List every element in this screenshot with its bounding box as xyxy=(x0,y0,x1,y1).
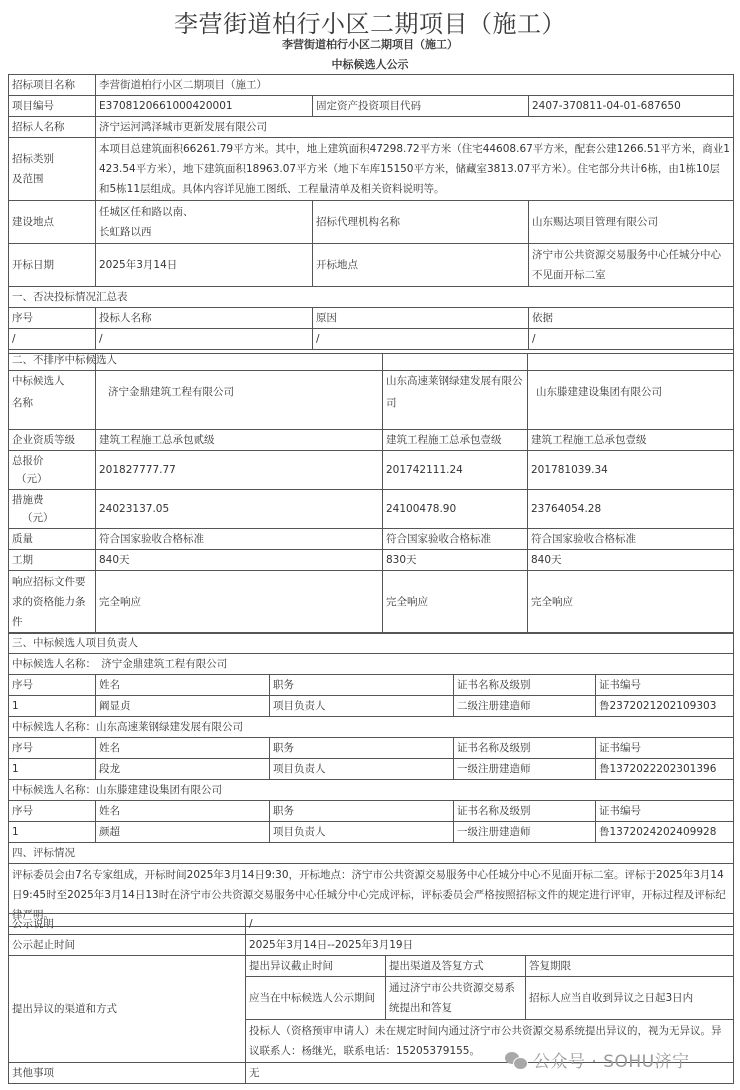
objection-label: 提出异议的渠道和方式 xyxy=(9,956,246,1063)
table-row xyxy=(9,956,734,977)
response: 完全响应 xyxy=(383,571,528,634)
table-row xyxy=(9,244,734,287)
objection-header: 提出异议截止时间 xyxy=(246,956,386,977)
cell: 阚显贞 xyxy=(96,696,270,717)
candidate-name: 山东高速莱钢绿建发展有限公司 xyxy=(383,354,528,430)
other-value: 无 xyxy=(246,1063,734,1084)
period: 830天 xyxy=(383,550,528,571)
table-header-row xyxy=(9,675,734,696)
section3-title: 三、中标候选人项目负责人 xyxy=(9,633,734,654)
notice-desc: / xyxy=(246,914,734,935)
notice-type: 中标候选人公示 xyxy=(331,58,409,71)
measure-fee: 23764054.28 xyxy=(528,490,734,529)
col-header: 职务 xyxy=(270,675,454,696)
section-header-row xyxy=(9,287,734,308)
candidates-table xyxy=(8,353,734,634)
measure-label-line1: 措施费 xyxy=(12,494,44,506)
group-label-row xyxy=(9,654,734,675)
col-header: 投标人名称 xyxy=(96,308,313,329)
col-header: 序号 xyxy=(9,308,96,329)
col-header: 原因 xyxy=(313,308,529,329)
table-row xyxy=(9,117,734,138)
cell: / xyxy=(9,329,96,350)
quality: 符合国家验收合格标准 xyxy=(96,529,383,550)
cell: 一级注册建造师 xyxy=(454,822,596,843)
table-row xyxy=(9,96,734,117)
price: 201827777.77 xyxy=(96,451,383,490)
tenderer-label: 招标人名称 xyxy=(9,117,96,138)
response: 完全响应 xyxy=(96,571,383,634)
project-no-label: 项目编号 xyxy=(9,96,96,117)
table-header-row xyxy=(9,308,734,329)
cell: 1 xyxy=(9,696,96,717)
location-line2: 长虹路以西 xyxy=(99,226,152,238)
scope-label xyxy=(9,138,96,201)
cell: 鲁1372024202409928 xyxy=(596,822,734,843)
table-row xyxy=(9,550,734,571)
price: 201742111.24 xyxy=(383,451,528,490)
period: 840天 xyxy=(528,550,734,571)
notice-desc-label: 公示说明 xyxy=(9,914,246,935)
price-label-line1: 总报价 xyxy=(12,455,44,467)
table-row xyxy=(9,696,734,717)
table-row xyxy=(9,138,734,201)
cell: 段龙 xyxy=(96,759,270,780)
candidate-group-label: 中标候选人名称：山东高速莱钢绿建发展有限公司 xyxy=(9,717,734,738)
table-row xyxy=(9,430,734,451)
objection-deadline: 应当在中标候选人公示期间 xyxy=(246,977,386,1020)
candidate-group-label: 中标候选人名称： 济宁金鼎建筑工程有限公司 xyxy=(9,654,734,675)
col-header: 序号 xyxy=(9,801,96,822)
tenderer: 济宁运河鸿泽城市更新发展有限公司 xyxy=(96,117,734,138)
other-label: 其他事项 xyxy=(9,1063,246,1084)
qualification: 建筑工程施工总承包贰级 xyxy=(96,430,383,451)
objection-reply-limit: 招标人应当自收到异议之日起3日内 xyxy=(526,977,734,1020)
col-header: 证书名称及级别 xyxy=(454,801,596,822)
candidate-name-label xyxy=(9,354,96,430)
candidate-name-label-line1: 中标候选人 xyxy=(12,374,65,387)
col-header: 证书编号 xyxy=(596,738,734,759)
table-row xyxy=(9,354,734,430)
col-header: 依据 xyxy=(529,308,734,329)
measure-fee-label xyxy=(9,490,96,529)
response: 完全响应 xyxy=(528,571,734,634)
cell: 1 xyxy=(9,759,96,780)
scope-text: 本项目总建筑面积66261.79平方米。其中，地上建筑面积47298.72平方米（住宅44608.67平方米，配套公建1266.51平方米，商业1423.54平方米），地下建筑面积18963.07平方米（地下车库15150平方米，储藏室3813.07平方米）。住宅部分共计6栋，由1栋10层和5栋11层组成。具体内容详见施工图纸、工程量清单及相关资料说明等。 xyxy=(96,138,734,201)
fixed-asset-code-label: 固定资产投资项目代码 xyxy=(313,96,529,117)
open-date: 2025年3月14日 xyxy=(96,244,313,287)
table-row xyxy=(9,451,734,490)
page-subtitle: 李营街道柏行小区二期项目（施工） xyxy=(282,38,458,51)
section-header-row xyxy=(9,843,734,864)
cell: 鲁1372022202301396 xyxy=(596,759,734,780)
evaluation-text: 评标委员会由7名专家组成，开标时间2025年3月14日9:30，开标地点：济宁市公共资源交易服务中心任城分中心不见面开标二室。评标于2025年3月14日9:45时至2025年3月14日13时在济宁市公共资源交易服务中心任城分中心完成评标，评标委员会严格按照招标文件的规定进行评审，开标过程及评标纪律严明。 xyxy=(9,864,734,927)
project-managers-table xyxy=(8,632,734,927)
open-date-label: 开标日期 xyxy=(9,244,96,287)
objection-header: 答复期限 xyxy=(526,956,734,977)
section1-title: 一、否决投标情况汇总表 xyxy=(9,287,734,308)
col-header: 序号 xyxy=(9,675,96,696)
cell: 1 xyxy=(9,822,96,843)
period-label: 工期 xyxy=(9,550,96,571)
measure-label-line2: （元） xyxy=(22,512,54,524)
table-header-row xyxy=(9,738,734,759)
location xyxy=(96,201,313,244)
table-row xyxy=(9,490,734,529)
quality-label: 质量 xyxy=(9,529,96,550)
section4-title: 四、评标情况 xyxy=(9,843,734,864)
section-header-row xyxy=(9,633,734,654)
notice-period: 2025年3月14日--2025年3月19日 xyxy=(246,935,734,956)
cell: / xyxy=(96,329,313,350)
qualification: 建筑工程施工总承包壹级 xyxy=(383,430,528,451)
project-no: E3708120661000420001 xyxy=(96,96,313,117)
candidate-name: 山东滕建建设集团有限公司 xyxy=(528,354,734,430)
response-label: 响应招标文件要求的资格能力条件 xyxy=(9,571,96,634)
cell: 项目负责人 xyxy=(270,696,454,717)
price: 201781039.34 xyxy=(528,451,734,490)
cell: / xyxy=(313,329,529,350)
table-row xyxy=(9,75,734,96)
col-header: 序号 xyxy=(9,738,96,759)
agency: 山东赐达项目管理有限公司 xyxy=(529,201,734,244)
open-place: 济宁市公共资源交易服务中心任城分中心不见面开标二室 xyxy=(529,244,734,287)
scope-label-line1: 招标类别 xyxy=(12,153,54,165)
col-header: 证书名称及级别 xyxy=(454,675,596,696)
table-header-row xyxy=(9,801,734,822)
cell: 项目负责人 xyxy=(270,759,454,780)
location-line1: 任城区任和路以南、 xyxy=(99,206,194,218)
project-info-table xyxy=(8,74,734,371)
watermark-text: 公众号 · SOHU济宁 xyxy=(533,1052,690,1072)
col-header: 姓名 xyxy=(96,675,270,696)
table-row xyxy=(9,759,734,780)
col-header: 职务 xyxy=(270,738,454,759)
price-label-line2: （元） xyxy=(16,473,48,485)
objection-header: 提出渠道及答复方式 xyxy=(386,956,526,977)
table-row xyxy=(9,914,734,935)
cell: / xyxy=(529,329,734,350)
scope-label-line2: 及范围 xyxy=(12,173,44,185)
col-header: 证书名称及级别 xyxy=(454,738,596,759)
section2-title: 二、不排序中标候选人 xyxy=(9,350,734,371)
col-header: 证书编号 xyxy=(596,675,734,696)
cell: 一级注册建造师 xyxy=(454,759,596,780)
cell: 二级注册建造师 xyxy=(454,696,596,717)
page-title: 李营街道柏行小区二期项目（施工） xyxy=(174,10,566,38)
quality: 符合国家验收合格标准 xyxy=(528,529,734,550)
candidate-name: 济宁金鼎建筑工程有限公司 xyxy=(96,354,383,430)
group-label-row xyxy=(9,780,734,801)
table-row xyxy=(9,822,734,843)
table-row xyxy=(9,935,734,956)
cell: 项目负责人 xyxy=(270,822,454,843)
col-header: 姓名 xyxy=(96,801,270,822)
open-place-label: 开标地点 xyxy=(313,244,529,287)
table-row xyxy=(9,329,734,350)
cell: 鲁2372021202109303 xyxy=(596,696,734,717)
col-header: 姓名 xyxy=(96,738,270,759)
notice-period-label: 公示起止时间 xyxy=(9,935,246,956)
wechat-icon xyxy=(505,1051,527,1069)
candidate-name-label-line2: 名称 xyxy=(12,396,33,409)
project-name: 李营街道柏行小区二期项目（施工） xyxy=(96,75,734,96)
period: 840天 xyxy=(96,550,383,571)
watermark xyxy=(505,1047,690,1072)
candidate-group-label: 中标候选人名称：山东滕建建设集团有限公司 xyxy=(9,780,734,801)
qualification-label: 企业资质等级 xyxy=(9,430,96,451)
price-label xyxy=(9,451,96,490)
measure-fee: 24100478.90 xyxy=(383,490,528,529)
qualification: 建筑工程施工总承包壹级 xyxy=(528,430,734,451)
group-label-row xyxy=(9,717,734,738)
col-header: 职务 xyxy=(270,801,454,822)
table-row xyxy=(9,529,734,550)
fixed-asset-code: 2407-370811-04-01-687650 xyxy=(529,96,734,117)
objection-channel: 通过济宁市公共资源交易系统提出和答复 xyxy=(386,977,526,1020)
objection-note: 投标人（资格预审申请人）未在规定时间内通过济宁市公共资源交易系统提出异议的，视为无异议。异议联系人：杨继光，联系电话：15205379155。 xyxy=(246,1020,734,1063)
table-row xyxy=(9,201,734,244)
location-label: 建设地点 xyxy=(9,201,96,244)
col-header: 证书编号 xyxy=(596,801,734,822)
agency-label: 招标代理机构名称 xyxy=(313,201,529,244)
project-name-label: 招标项目名称 xyxy=(9,75,96,96)
quality: 符合国家验收合格标准 xyxy=(383,529,528,550)
table-row xyxy=(9,571,734,634)
measure-fee: 24023137.05 xyxy=(96,490,383,529)
cell: 颜超 xyxy=(96,822,270,843)
